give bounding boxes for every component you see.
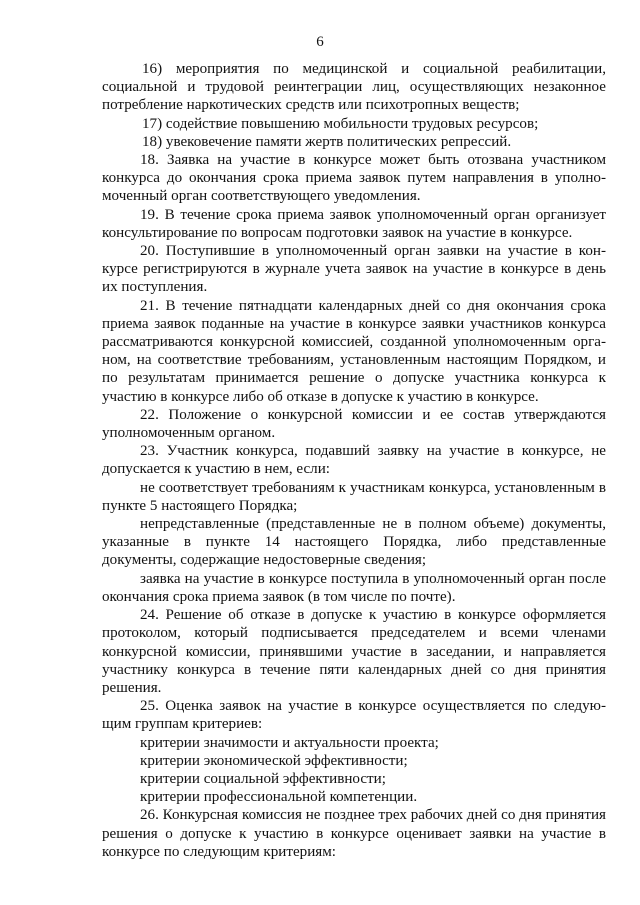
paragraph: 17) содействие повышению мобильности трудовых ресурсов; [142, 115, 539, 132]
paragraph: 25. Оценка заявок на участие в конкурсе осуществляется по следующим группам критериев: [102, 698, 606, 733]
paragraph: не соответствует требованиям к участникам конкурса, установленным в пункте 5 настоящего Порядка; [102, 479, 606, 514]
page-number: 6 [316, 34, 324, 50]
paragraph: непредставленные (представленные не в полном объеме) документы, указанные в пункте 14 настоящего Порядка, либо представленные документы, содержащие недостоверные сведения; [102, 516, 606, 569]
paragraph: 16) мероприятия по медицинской и социальной реабилитации, социальной и трудовой реинтеграции лиц, осуществляющих незаконное потребление наркотических средств или психотропных веществ; [102, 61, 606, 114]
paragraph: 18. Заявка на участие в конкурсе может быть отозвана участником конкурса до окончания срока приема заявок путем направления в уполномоченный орган соответствующего уведомления. [102, 152, 606, 205]
paragraph: 18) увековечение памяти жертв политических репрессий. [142, 133, 512, 150]
paragraph: 19. В течение срока приема заявок уполномоченный орган организует консультирование по вопросам подготовки заявок на участие в конкурсе. [102, 206, 606, 241]
paragraph: критерии профессиональной компетенции. [140, 789, 418, 806]
paragraph: 23. Участник конкурса, подавший заявку на участие в конкурсе, не допускается к участию в нем, если: [102, 443, 606, 478]
paragraph: критерии значимости и актуальности проекта; [140, 734, 439, 751]
paragraph: критерии социальной эффективности; [140, 770, 386, 787]
document-body [102, 60, 606, 861]
paragraph: критерии экономической эффективности; [140, 752, 408, 769]
paragraph: 24. Решение об отказе в допуске к участию в конкурсе оформляется протоколом, который подписывается председателем и всеми членами конкурсной комиссии, принявшими участие в заседании, и направляется участнику конкурса в течение пяти календарных дней со дня принятия решения. [102, 607, 606, 696]
paragraph: 20. Поступившие в уполномоченный орган заявки на участие в конкурсе регистрируются в журнале учета заявок на участие в конкурсе в день их поступления. [102, 243, 606, 296]
paragraph: 22. Положение о конкурсной комиссии и ее состав утверждаются уполномоченным органом. [102, 406, 606, 442]
paragraph: 21. В течение пятнадцати календарных дней со дня окончания срока приема заявок поданные на участие в конкурсе заявки участников конкурса рассматриваются конкурсной комиссией, созданной уполномоченным органом, на соответствие требованиям, установленным настоящим Порядком, и по результатам принимается решение о допуске участника конкурса к участию в конкурсе либо об отказе в допуске к участию в конкурсе. [102, 297, 606, 405]
paragraph: 26. Конкурсная комиссия не позднее трех рабочих дней со дня принятия решения о допуске к участию в конкурсе оценивает заявки на участие в конкурсе по следующим критериям: [102, 807, 606, 860]
paragraph: заявка на участие в конкурсе поступила в уполномоченный орган после окончания срока приема заявок (в том числе по почте). [102, 570, 606, 605]
